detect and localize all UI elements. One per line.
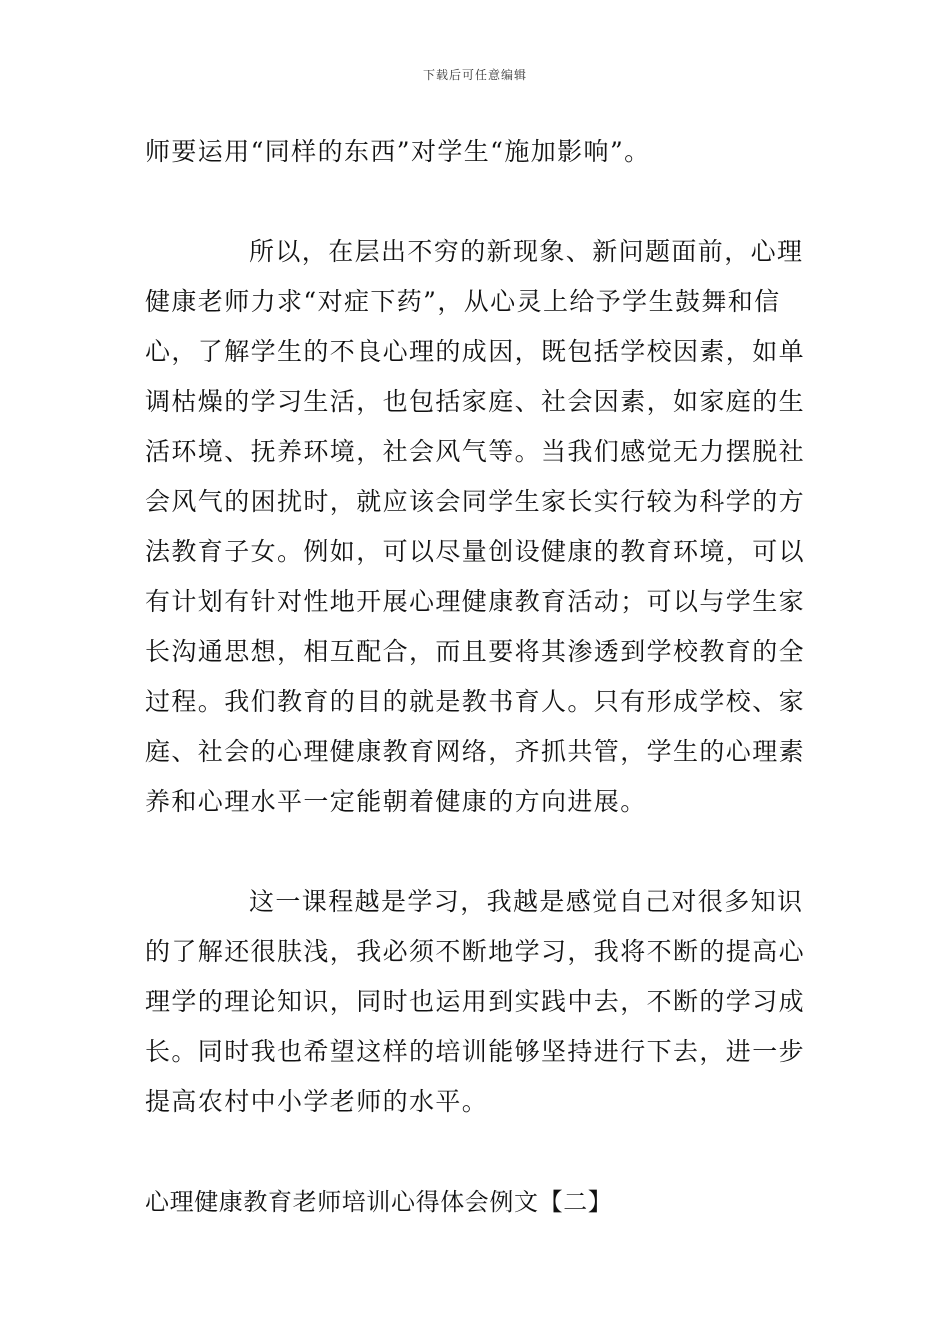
paragraph-gap	[145, 177, 810, 227]
paragraph-line: 法教育子女。例如，可以尽量创设健康的教育环境，可以	[145, 537, 806, 566]
paragraph-line: 这一课程越是学习，我越是感觉自己对很多知识	[249, 887, 804, 916]
paragraph-line: 师要运用“同样的东西”对学生“施加影响”。	[145, 137, 651, 166]
paragraph-line: 有计划有针对性地开展心理健康教育活动；可以与学生家	[145, 587, 806, 616]
paragraph-line: 提高农村中小学老师的水平。	[145, 1087, 489, 1116]
document-body	[145, 127, 810, 1227]
paragraph-line: 活环境、抚养环境，社会风气等。当我们感觉无力摆脱社	[145, 437, 806, 466]
paragraph-line: 理学的理论知识，同时也运用到实践中去，不断的学习成	[145, 987, 806, 1016]
paragraph-line: 过程。我们教育的目的就是教书育人。只有形成学校、家	[145, 687, 806, 716]
paragraph-line: 的了解还很肤浅，我必须不断地学习，我将不断的提高心	[145, 937, 806, 966]
paragraph-gap	[145, 827, 810, 877]
paragraph-3	[145, 877, 810, 1127]
header-note: 下载后可任意编辑	[422, 68, 527, 82]
paragraph-2	[145, 227, 810, 827]
paragraph-line: 庭、社会的心理健康教育网络，齐抓共管，学生的心理素	[145, 737, 806, 766]
section-heading: 心理健康教育老师培训心得体会例文【二】	[145, 1188, 613, 1216]
paragraph-line: 所以，在层出不穷的新现象、新问题面前，心理	[249, 237, 804, 266]
paragraph-gap	[145, 1127, 810, 1177]
paragraph-line: 健康老师力求“对症下药”，从心灵上给予学生鼓舞和信	[145, 287, 781, 316]
paragraph-1	[145, 127, 810, 177]
paragraph-line: 会风气的困扰时，就应该会同学生家长实行较为科学的方	[145, 487, 806, 516]
paragraph-line: 长沟通思想，相互配合，而且要将其渗透到学校教育的全	[145, 637, 806, 666]
paragraph-line: 调枯燥的学习生活，也包括家庭、社会因素，如家庭的生	[145, 387, 806, 416]
paragraph-line: 心，了解学生的不良心理的成因，既包括学校因素，如单	[145, 337, 806, 366]
paragraph-line: 养和心理水平一定能朝着健康的方向进展。	[145, 787, 647, 816]
paragraph-line: 长。同时我也希望这样的培训能够坚持进行下去，进一步	[145, 1037, 806, 1066]
